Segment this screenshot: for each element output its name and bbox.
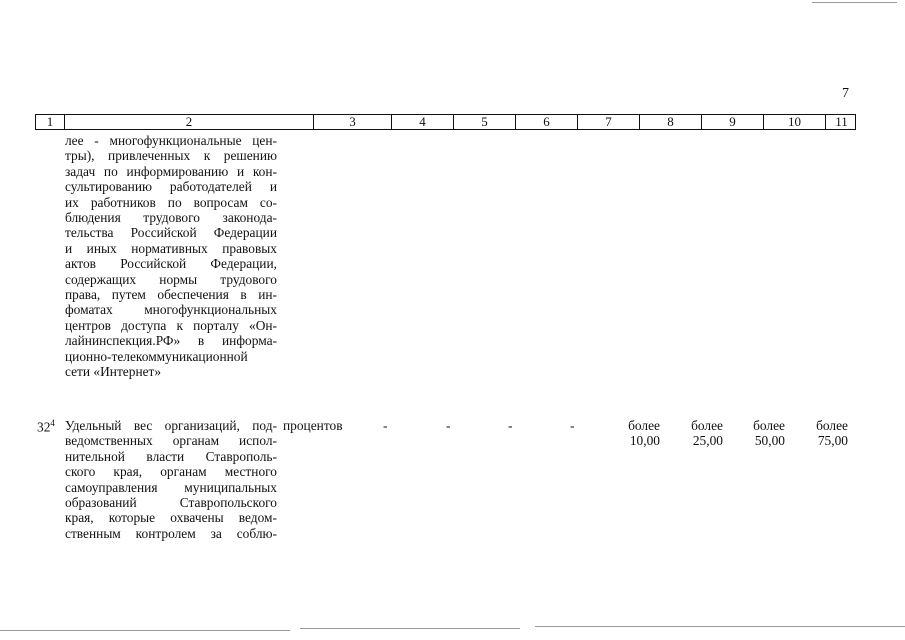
row-number bbox=[37, 418, 55, 435]
header-col-11: 11 bbox=[835, 114, 848, 129]
value-col-8 bbox=[614, 418, 660, 449]
text-line: образований Ставропольского bbox=[65, 495, 277, 511]
header-col-10: 10 bbox=[764, 115, 826, 129]
value-col-11 bbox=[802, 418, 848, 449]
text-line: тельства Российской Федерации bbox=[65, 225, 277, 241]
scan-artifact-top bbox=[812, 2, 897, 3]
text-line: нительной власти Ставрополь- bbox=[65, 448, 277, 464]
scan-artifact-bottom-1 bbox=[0, 630, 290, 631]
header-col-7: 7 bbox=[578, 115, 640, 129]
text-line: актов Российской Федерации, bbox=[65, 256, 277, 272]
continuation-text bbox=[65, 133, 277, 380]
text-line: края, которые охвачены ведом- bbox=[65, 510, 277, 526]
text-line: блюдения трудового законода- bbox=[65, 210, 277, 226]
text-line: центров доступа к порталу «Он- bbox=[65, 317, 277, 333]
value-col-6: - bbox=[508, 418, 513, 433]
text-line: содержащих нормы трудового bbox=[65, 271, 277, 287]
page-number: 7 bbox=[842, 86, 849, 101]
header-col-2: 2 bbox=[65, 115, 314, 129]
text-line: лайнинспекция.РФ» в информа- bbox=[65, 333, 277, 349]
value-prefix: более bbox=[816, 418, 848, 433]
value-col-5: - bbox=[446, 418, 451, 433]
text-line: ственным контролем за соблю- bbox=[65, 525, 277, 541]
indicator-text bbox=[65, 418, 277, 541]
value-number: 50,00 bbox=[754, 433, 785, 449]
value-number: 75,00 bbox=[817, 433, 848, 449]
header-col-5: 5 bbox=[454, 115, 516, 129]
table-header-row bbox=[35, 114, 856, 130]
header-col-9: 9 bbox=[702, 115, 764, 129]
header-col-4: 4 bbox=[392, 115, 454, 129]
text-line: сультированию работодателей и bbox=[65, 179, 277, 195]
text-line: тры), привлеченных к решению bbox=[65, 148, 277, 164]
value-number: 10,00 bbox=[629, 433, 660, 449]
text-line: Удельный вес организаций, под- bbox=[65, 418, 277, 433]
header-col-8: 8 bbox=[640, 115, 702, 129]
text-line: лее - многофункциональные цен- bbox=[65, 133, 277, 148]
value-col-7: - bbox=[570, 418, 575, 433]
scan-artifact-bottom-3 bbox=[535, 626, 905, 627]
text-line: задач по информированию и кон- bbox=[65, 163, 277, 179]
text-line: и иных нормативных правовых bbox=[65, 240, 277, 256]
text-line: права, путем обеспечения в ин- bbox=[65, 287, 277, 303]
text-line: самоуправления муниципальных bbox=[65, 479, 277, 495]
value-number: 25,00 bbox=[692, 433, 723, 449]
text-line: ского края, органам местного bbox=[65, 464, 277, 480]
value-col-4: - bbox=[383, 418, 388, 433]
text-line: сети «Интернет» bbox=[65, 364, 162, 380]
row-number-main: 32 bbox=[37, 419, 51, 435]
value-prefix: более bbox=[691, 418, 723, 433]
value-col-9 bbox=[677, 418, 723, 449]
header-col-6: 6 bbox=[516, 115, 578, 129]
value-prefix: более bbox=[753, 418, 785, 433]
value-prefix: более bbox=[628, 418, 660, 433]
header-col-3: 3 bbox=[314, 115, 392, 129]
unit-cell: процентов bbox=[283, 418, 343, 433]
scan-artifact-bottom-2 bbox=[300, 628, 520, 629]
value-col-10 bbox=[739, 418, 785, 449]
text-line: фоматах многофункциональных bbox=[65, 302, 277, 318]
text-line: их работников по вопросам со- bbox=[65, 194, 277, 210]
text-line: ционно-телекоммуникационной bbox=[65, 348, 248, 364]
header-col-1: 1 bbox=[36, 115, 65, 129]
text-line: ведомственных органам испол- bbox=[65, 433, 277, 449]
row-number-superscript: 4 bbox=[50, 418, 55, 428]
